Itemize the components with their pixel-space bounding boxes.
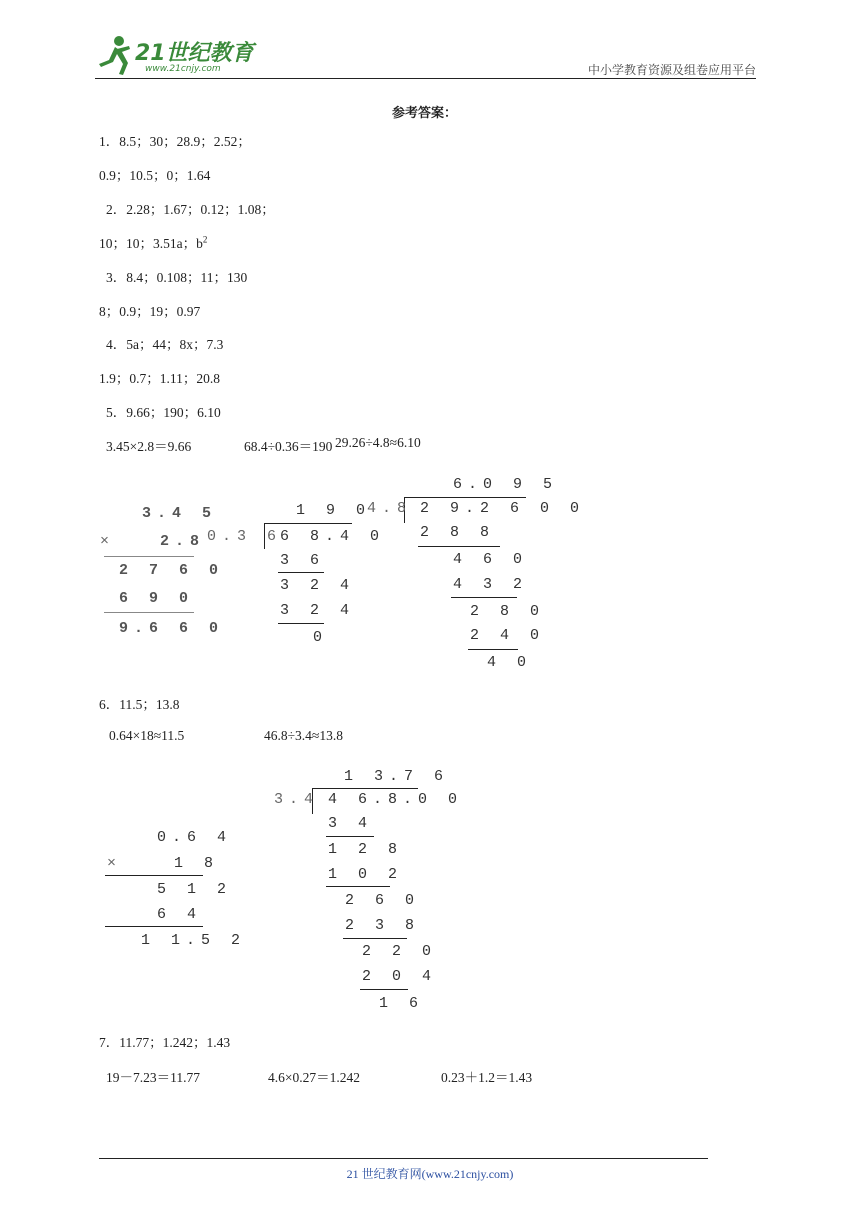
calc5-dividend: 4 6.8.0 0 bbox=[328, 791, 464, 808]
logo-url: www.21cnjy.com bbox=[145, 64, 221, 74]
calc2-step-1: 3 6 bbox=[280, 552, 326, 569]
calc3-rule-2 bbox=[451, 597, 517, 598]
answer-line-7: 4．5a；44；8x；7.3 bbox=[106, 337, 224, 352]
platform-name: 中小学教育资源及组卷应用平台 bbox=[587, 63, 756, 77]
calc5-step-4: 2 6 0 bbox=[345, 892, 421, 909]
calc5-remainder: 1 6 bbox=[379, 995, 425, 1012]
header-logo bbox=[95, 34, 260, 78]
answer-line-6: 8；0.9；19；0.97 bbox=[99, 304, 201, 319]
answer-line-1: 1．8.5；30；28.9；2.52； bbox=[99, 134, 251, 149]
footer-rule bbox=[99, 1158, 708, 1159]
calc1-times: × bbox=[100, 533, 116, 550]
calc2-quotient: 1 9 0 bbox=[296, 502, 372, 519]
footer-text: 21 世纪教育网(www.21cnjy.com) bbox=[346, 1167, 514, 1181]
calc3-step-5: 2 4 0 bbox=[470, 627, 546, 644]
calc4-row-1: 0.6 4 bbox=[157, 829, 233, 846]
calc2-step-2: 3 2 4 bbox=[280, 577, 356, 594]
calc4-row-4: 6 4 bbox=[157, 906, 203, 923]
calc2-rule-2 bbox=[278, 623, 324, 624]
calc4-times: × bbox=[107, 855, 123, 872]
calc3-rule-1 bbox=[418, 546, 500, 547]
answer-line-10: 6．11.5；13.8 bbox=[99, 697, 180, 712]
answer-line-3: 2．2.28；1.67；0.12；1.08； bbox=[106, 202, 275, 217]
calc2-step-3: 3 2 4 bbox=[280, 602, 356, 619]
calc4-row-2: 1 8 bbox=[174, 855, 220, 872]
calc5-rule-2 bbox=[326, 886, 390, 887]
calc2-remainder: 0 bbox=[313, 629, 329, 646]
equation-1: 3.45×2.8＝9.66 bbox=[106, 439, 192, 454]
calc3-step-3: 4 3 2 bbox=[453, 576, 529, 593]
calc1-rule-2 bbox=[104, 612, 194, 613]
header-rule bbox=[95, 78, 756, 79]
calc1-row-3: 2 7 6 0 bbox=[119, 562, 225, 579]
calc5-divisor: 3.4 bbox=[274, 791, 320, 808]
calc5-step-2: 1 2 8 bbox=[328, 841, 404, 858]
calc4-row-3: 5 1 2 bbox=[157, 881, 233, 898]
equation-4: 0.64×18≈11.5 bbox=[109, 728, 185, 743]
calc5-step-6: 2 2 0 bbox=[362, 943, 438, 960]
calc4-result: 1 1.5 2 bbox=[141, 932, 247, 949]
calc3-dividend: 2 9.2 6 0 0 bbox=[420, 500, 586, 517]
equation-8: 0.23＋1.2＝1.43 bbox=[441, 1070, 533, 1085]
calc3-divisor: 4.8 bbox=[367, 500, 413, 517]
calc1-result: 9.6 6 0 bbox=[119, 620, 225, 637]
calc5-step-7: 2 0 4 bbox=[362, 968, 438, 985]
calc5-rule-4 bbox=[360, 989, 408, 990]
superscript-2: 2 bbox=[202, 234, 208, 245]
calc5-rule-3 bbox=[343, 938, 407, 939]
calc5-quotient: 1 3.7 6 bbox=[344, 768, 450, 785]
answer-line-9: 5．9.66；190；6.10 bbox=[106, 405, 221, 420]
logo-text: 21世纪教育 bbox=[135, 41, 254, 66]
equation-2: 68.4÷0.36＝190 bbox=[244, 439, 333, 454]
calc1-rule-1 bbox=[104, 556, 194, 557]
calc3-bar bbox=[404, 497, 526, 498]
calc1-row-2: 2.8 bbox=[160, 533, 206, 550]
calc3-step-2: 4 6 0 bbox=[453, 551, 529, 568]
answer-line-4-text: 10；10；3.51a；b bbox=[99, 236, 203, 251]
answer-line-11: 7．11.77；1.242；1.43 bbox=[99, 1035, 231, 1050]
calc3-step-4: 2 8 0 bbox=[470, 603, 546, 620]
runner-logo-icon bbox=[95, 34, 135, 76]
answer-line-8: 1.9；0.7；1.11；20.8 bbox=[99, 371, 220, 386]
calc1-row-4: 6 9 0 bbox=[119, 590, 195, 607]
calc3-quotient: 6.0 9 5 bbox=[453, 476, 559, 493]
calc4-rule-1 bbox=[105, 875, 203, 876]
calc4-rule-2 bbox=[105, 926, 203, 927]
answer-line-2: 0.9；10.5；0；1.64 bbox=[99, 168, 211, 183]
calc5-step-5: 2 3 8 bbox=[345, 917, 421, 934]
answer-line-4 bbox=[99, 232, 207, 252]
answer-line-5: 3．8.4；0.108；11；130 bbox=[106, 270, 248, 285]
calc2-divisor: 0.3 6 bbox=[207, 528, 283, 545]
calc3-rule-3 bbox=[468, 649, 518, 650]
calc5-step-3: 1 0 2 bbox=[328, 866, 404, 883]
equation-6: 19－7.23＝11.77 bbox=[106, 1070, 200, 1085]
calc5-bar bbox=[312, 788, 418, 789]
calc1-row-1: 3.4 5 bbox=[142, 505, 218, 522]
calc3-step-1: 2 8 8 bbox=[420, 524, 496, 541]
equation-3: 29.26÷4.8≈6.10 bbox=[335, 435, 421, 450]
answer-title: 参考答案： bbox=[392, 106, 458, 121]
calc2-bar bbox=[264, 523, 352, 524]
calc2-rule-1 bbox=[278, 572, 324, 573]
calc3-remainder: 4 0 bbox=[487, 654, 533, 671]
equation-5: 46.8÷3.4≈13.8 bbox=[264, 728, 343, 743]
calc5-step-1: 3 4 bbox=[328, 815, 374, 832]
calc2-dividend: 6 8.4 0 bbox=[280, 528, 386, 545]
equation-7: 4.6×0.27＝1.242 bbox=[268, 1070, 360, 1085]
calc5-rule-1 bbox=[326, 836, 374, 837]
